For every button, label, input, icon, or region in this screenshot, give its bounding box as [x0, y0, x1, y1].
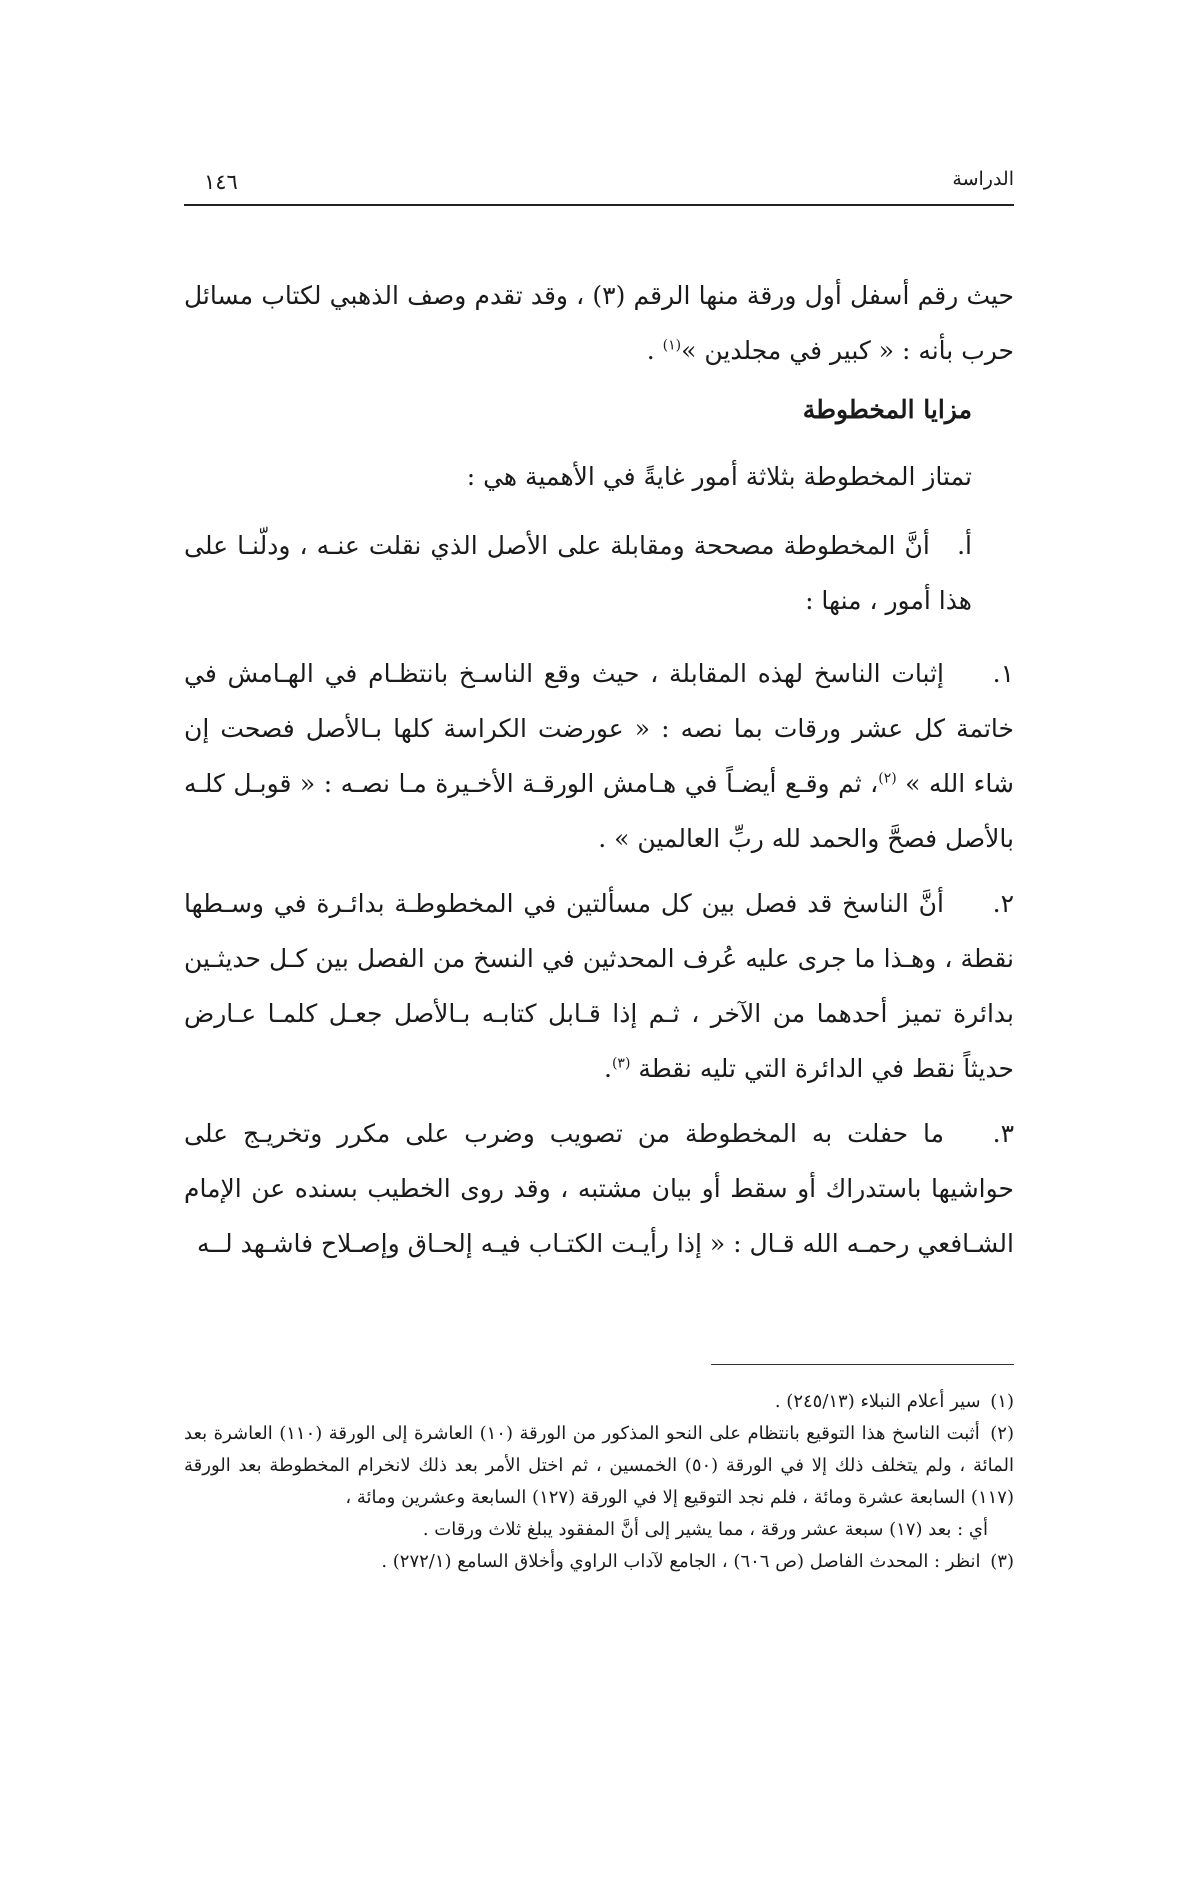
- footnote-2-text: أثبت الناسخ هذا التوقيع بانتظام على النحو المذكور من الورقة (١٠) العاشرة إلى الورقة (١١٠) العاشرة بعد المائة ، ولم يتخلف ذلك إلا في الورقة (٥٠) الخمسين ، ثم اختل الأمر بعد ذلك لانخرام المخطوطة بعد الورقة (١١٧) السابعة عشرة ومائة ، فلم نجد التوقيع إلا في الورقة (١٢٧) السابعة وعشرين ومائة ،: [184, 1423, 1014, 1508]
- item-a-marker: أ.: [957, 531, 973, 560]
- numbered-item-3: [184, 1106, 1014, 1271]
- footnote-3-text: انظر : المحدث الفاصل (ص ٦٠٦) ، الجامع لآداب الراوي وأخلاق السامع (٢٧٢/١) .: [381, 1551, 981, 1572]
- item-3-text: ما حفلت به المخطوطة من تصويب وضرب على مكرر وتخريـج على حواشيها باستدراك أو سقط أو بيان مشتبه ، وقد روى الخطيب بسنده عن الإمام الشـافعي رحمـه الله قـال : « إذا رأيـت الكتـاب فيـه إلحـاق وإصـلاح فاشـهد لــه: [184, 1119, 1014, 1258]
- footnote-3: [184, 1546, 1014, 1578]
- intro-line-1: حيث رقم أسفل أول ورقة منها الرقم (٣) ، وقد تقدم وصف الذهبي لكتاب مسائل: [184, 281, 1014, 310]
- footnote-2-continuation: أي : بعد (١٧) سبعة عشر ورقة ، مما يشير إلى أنَّ المفقود يبلغ ثلاث ورقات .: [422, 1519, 988, 1540]
- intro-line-2-end: .: [646, 336, 663, 365]
- item-2-text-cont: .: [604, 1054, 612, 1083]
- intro-paragraph: [184, 268, 1014, 378]
- item-1-text: إثبات الناسخ لهذه المقابلة ، حيث وقع الناسـخ بانتظـام في الهـامش في خاتمة كل عشر ورقات بما نصه : « عورضت الكراسة كلها بـالأصل فصحت إن شاء الله »: [184, 659, 1014, 798]
- footnote-ref-2[interactable]: (٢): [878, 770, 897, 787]
- footnote-2: [184, 1418, 1014, 1514]
- footnote-ref-1[interactable]: (١): [662, 337, 682, 354]
- main-text: [184, 268, 1014, 1281]
- numbered-item-2: [184, 876, 1014, 1096]
- footnote-1-marker: (١): [990, 1391, 1014, 1412]
- numbered-item-1: [184, 646, 1014, 866]
- page-header: [184, 168, 1014, 206]
- footnotes: [184, 1386, 1014, 1578]
- footnote-3-marker: (٣): [990, 1551, 1014, 1572]
- item-a-text: أنَّ المخطوطة مصححة ومقابلة على الأصل الذي نقلت عنـه ، ودلّنـا على هذا أمور ، منها :: [184, 531, 972, 615]
- section-heading: مزايا المخطوطة: [802, 395, 972, 424]
- page-number: ١٤٦: [204, 170, 238, 194]
- item-3-marker: ٣.: [992, 1119, 1014, 1148]
- footnote-ref-3[interactable]: (٣): [611, 1055, 631, 1072]
- lead-sentence: تمتاز المخطوطة بثلاثة أمور غايةً في الأهمية هي :: [466, 462, 972, 491]
- item-2-marker: ٢.: [992, 889, 1014, 918]
- footnote-1-text: سير أعلام النبلاء (٢٤٥/١٣) .: [774, 1391, 981, 1412]
- item-a: [184, 518, 972, 628]
- footnote-1: [184, 1386, 1014, 1418]
- item-1-marker: ١.: [992, 659, 1014, 688]
- footnote-divider: [711, 1364, 1014, 1365]
- running-title: الدراسة: [952, 168, 1014, 190]
- item-1-text-cont: ، ثم وقـع أيضـاً في هـامش الورقـة الأخـيرة مـا نصـه : « قوبـل كلـه بالأصل فصحَّ والحمد لله ربِّ العالمين » .: [184, 769, 1014, 853]
- intro-line-2: حرب بأنه : « كبير في مجلدين »: [681, 336, 1014, 365]
- footnote-2-marker: (٢): [990, 1423, 1014, 1444]
- item-2-text: أنَّ الناسخ قد فصل بين كل مسألتين في المخطوطـة بدائـرة في وسـطها نقطة ، وهـذا ما جرى عليه عُرف المحدثين في النسخ من الفصل بين كـل حديثـين بدائرة تميز أحدهما من الآخر ، ثـم إذا قـابل كتابـه بـالأصل جعـل كلمـا عـارض حديثاً نقط في الدائرة التي تليه نقطة: [184, 889, 1014, 1083]
